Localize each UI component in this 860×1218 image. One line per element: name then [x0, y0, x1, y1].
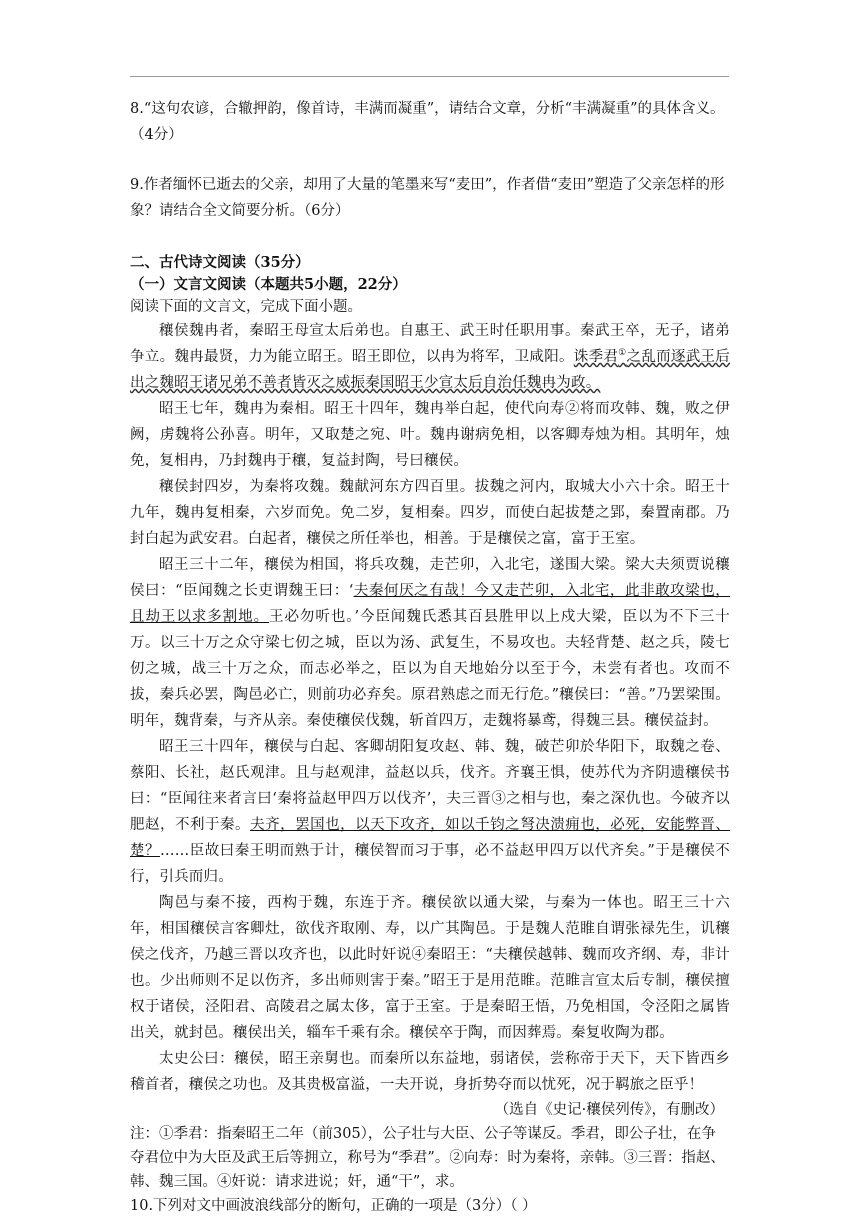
passage-paragraph-1: 穰侯魏冉者，秦昭王母宣太后弟也。自惠王、武王时任职用事。秦武王卒，无子，诸弟争立。魏冉最贤，力为能立昭王。昭王即位，以冉为将军，卫咸阳。诛季君①之乱而逐武王后出之魏昭王诸兄弟不善者皆灭之威振秦国昭王少宣太后自治任魏冉为政。 — [130, 323, 731, 391]
question-9: 9.作者缅怀已逝去的父亲，却用了大量的笔墨来写“麦田”，作者借“麦田”塑造了父亲怎样的形象？请结合全文简要分析。（6分） — [130, 177, 725, 219]
wavy-underlined-text: 诛季君①之乱而逐武王后出之魏昭王诸兄弟不善者皆灭之威振秦国昭王少宣太后自治任魏冉为政。 — [130, 348, 731, 391]
document-page — [130, 96, 730, 1218]
passage-paragraph-2: 昭王七年，魏冉为秦相。昭王十四年，魏冉举白起，使代向寿②将而攻韩、魏，败之伊阙，虏魏将公孙喜。明年，又取楚之宛、叶。魏冉谢病免相，以客卿寿烛为相。其明年，烛免，复相冉，乃封魏冉于穰，复益封陶，号曰穰侯。 — [130, 401, 730, 469]
question-8: 8.“这句农谚，合辙押韵，像首诗，丰满而凝重”，请结合文章，分析“丰满凝重”的具体含义。（4分） — [130, 101, 725, 143]
passage-paragraph-5: 昭王三十四年，穰侯与白起、客卿胡阳复攻赵、韩、魏，破芒卯於华阳下，取魏之卷、蔡阳、长社，赵氏观津。且与赵观津，益赵以兵，伐齐。齐襄王惧，使苏代为齐阴遗穰侯书曰：“臣闻往来者言曰‘秦将益赵甲四万以伐齐’，夫三晋③之相与也，秦之深仇也。今破齐以肥赵，不利于秦。夫齐，罢国也，以天下攻齐，如以千钧之弩决溃痈也，必死，安能弊晋、楚？……臣故曰秦王明而熟于计，穰侯智而习于事，必不益赵甲四万以代齐矣。”于是穰侯不行，引兵而归。 — [130, 739, 730, 885]
question-10: 10.下列对文中画波浪线部分的断句，正确的一项是（3分）（ ） — [130, 1198, 537, 1214]
underlined-sentence: 夫齐，罢国也，以天下攻齐，如以千钧之弩决溃痈也，必死，安能弊晋、楚？ — [130, 817, 730, 859]
passage-paragraph-3: 穰侯封四岁，为秦将攻魏。魏献河东方四百里。拔魏之河内，取城大小六十余。昭王十九年，魏冉复相秦，六岁而免。免二岁，复相秦。四岁，而使白起拔楚之郢，秦置南郡。乃封白起为武安君。白起者，穰侯之所任举也，相善。于是穰侯之富，富于王室。 — [130, 479, 730, 547]
passage-paragraph-6: 陶邑与秦不接，西构于魏，东连于齐。穰侯欲以通大梁，与秦为一体也。昭王三十六年，相国穰侯言客卿灶，欲伐齐取刚、寿，以广其陶邑。于是魏人范睢自谓张禄先生，讥穰侯之伐齐，乃越三晋以攻齐也，以此时奸说④秦昭王：“夫穰侯越韩、魏而攻齐纲、寿，非计也。少出师则不足以伤齐，多出师则害于秦。”昭王于是用范睢。范睢言宣太后专制，穰侯擅权于诸侯，泾阳君、高陵君之属太侈，富于王室。于是秦昭王悟，乃免相国，令泾阳之属皆出关，就封邑。穰侯出关，辎车千乘有余。穰侯卒于陶，而因葬焉。秦复收陶为郡。 — [130, 895, 730, 1041]
header-rule — [130, 76, 729, 77]
footnote-marker: ① — [618, 348, 627, 359]
source-citation: （选自《史记·穰侯列传》，有删改） — [494, 1102, 724, 1118]
footnotes: 注：①季君：指秦昭王二年（前305），公子壮与大臣、公子等谋反。季君，即公子壮，在争夺君位中为大臣及武王后等拥立，称号为“季君”。②向寿：时为秦将，亲韩。③三晋：指赵、韩、魏三国。④奸说：请求进说；奸，通“干”，求。 — [130, 1126, 725, 1190]
instruction: 阅读下面的文言文，完成下面小题。 — [130, 299, 362, 315]
subsection-title: （一）文言文阅读（本题共5小题，22分） — [130, 276, 407, 293]
section-title: 二、古代诗文阅读（35分） — [130, 254, 310, 271]
passage-paragraph-4: 昭王三十二年，穰侯为相国，将兵攻魏，走芒卯，入北宅，遂围大梁。梁大夫须贾说穰侯曰：“臣闻魏之长吏谓魏王曰：‘夫秦何厌之有哉！今又走芒卯，入北宅，此非敢攻梁也，且劫王以求多割地。王必勿听也。’今臣闻魏氏悉其百县胜甲以上戍大梁，臣以为不下三十万。以三十万之众守梁七仞之城，臣以为汤、武复生，不易攻也。夫轻背楚、赵之兵，陵七仞之城，战三十万之众，而志必举之，臣以为自天地始分以至于今，未尝有者也。攻而不拔，秦兵必罢，陶邑必亡，则前功必弃矣。原君熟虑之而无行危。”穰侯曰：“善。”乃罢梁围。明年，魏背秦，与齐从亲。秦使穰侯伐魏，斩首四万，走魏将暴鸢，得魏三县。穰侯益封。 — [130, 557, 730, 729]
classical-passage — [130, 318, 730, 1098]
underlined-sentence: 夫秦何厌之有哉！今又走芒卯，入北宅，此非敢攻梁也，且劫王以求多割地。 — [130, 583, 730, 625]
passage-paragraph-7: 太史公曰：穰侯，昭王亲舅也。而秦所以东益地，弱诸侯，尝称帝于天下，天下皆西乡稽首者，穰侯之功也。及其贵极富溢，一夫开说，身折势夺而以忧死，况于羁旅之臣乎！ — [130, 1051, 730, 1093]
